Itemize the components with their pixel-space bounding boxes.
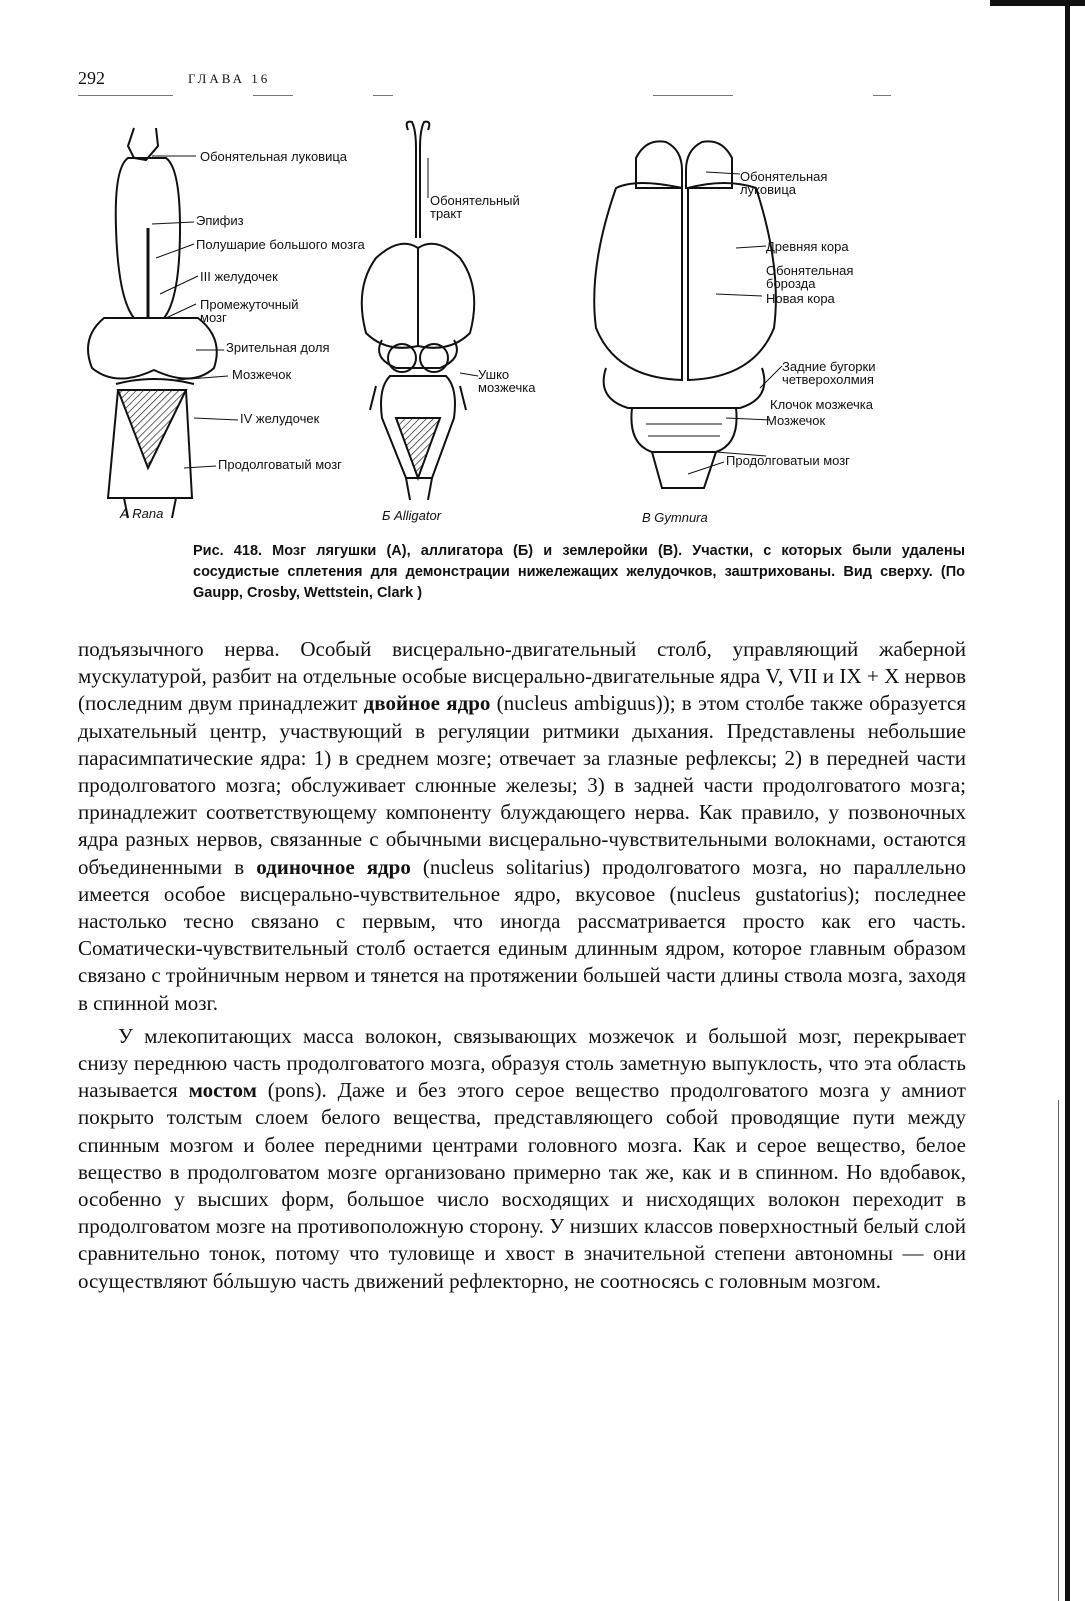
header-rule-4 <box>653 95 733 96</box>
panel-label-rana: А Rana <box>120 506 164 521</box>
body-text <box>78 636 966 1295</box>
paragraph-2-text-a: У млекопитающих масса волокон, связывающих мозжечок и большой мозг, перекрывает снизу переднюю часть продолговатого мозга, образуя столь заметную выпуклость, что эта область называется <box>78 1023 966 1103</box>
rana-brain-drawing <box>88 128 217 518</box>
label-medulla: Продолговатый мозг <box>218 457 342 472</box>
scan-edge-top <box>990 0 1085 6</box>
panel-label-alligator: Б Alligator <box>382 508 442 523</box>
term-nucleus-ambiguus: двойное ядро <box>363 691 491 716</box>
label-epiphysis: Эпифиз <box>196 213 244 228</box>
label-gym-medulla: Продолговатыи мозг <box>726 453 850 468</box>
paragraph-1-text-c: (nucleus solitarius) продолговатого мозга, но параллельно имеется особое висцерально-чувствительное ядро, вкусовое (nucleus gustatorius); последнее настолько тесно связано с первым, что иногда рассматривается просто как его часть. Соматически-чувствительный столб остается единым длинным ядром, которое главным образом связано с тройничным нервом и тянется на протяжении большей части длины ствола мозга, заходя в спинной мозг. <box>78 854 967 1015</box>
header-rule-2 <box>253 95 293 96</box>
label-olfactory-bulb: Обонятельная луковица <box>200 149 348 164</box>
page-header <box>78 68 898 98</box>
label-gym-olfactory-bulb: Обонятельная луковица <box>740 169 828 197</box>
figure-418 <box>76 118 926 538</box>
scan-edge-right <box>1065 0 1070 1601</box>
label-auricle: Ушко мозжечка <box>478 367 536 395</box>
paragraph-1-text-b: (nucleus ambiguus)); в этом столбе также образуется дыхательный центр, участвующий в регуляции ритмики дыхания. Представлены небольшие парасимпатические ядра: 1) в среднем мозге; отвечает за глазные рефлексы; 2) в передней части продолговатого мозга; обслуживает слюнные железы; 3) в задней части продолговатого мозга; принадлежит соответствующему компоненту блуждающего нерва. Как правило, у позвоночных ядра разных нервов, связанные с обычными висцерально-чувствительными волокнами, остаются объединенными в <box>78 691 967 879</box>
label-neocortex: Новая кора <box>766 291 835 306</box>
label-olfactory-tract: Обонятельный тракт <box>430 193 520 221</box>
label-optic-lobe: Зрительная доля <box>226 340 330 355</box>
label-paleocortex: Древняя кора <box>766 239 849 254</box>
paragraph-2-text-b: (pons). Даже и без этого серое вещество продолговатого мозга у амниот покрыто толстым слоем белого вещества, представляющего собой проводящие пути между спинным мозгом и более передними центрами головного мозга. Как и серое вещество, белое вещество в продолговатом мозге организовано примерно так же, как и в спинном. Но вдобавок, особенно у высших форм, большое число восходящих и нисходящих волокон переходит в продолговатом мозге на противоположную сторону. У низших классов поверхностный белый слой сравнительно тонок, потому что туловище и хвост в значительной степени автономны — они осуществляют бóльшую часть движений рефлекторно, не соотносясь с головным мозгом. <box>78 1078 966 1293</box>
label-posterior-colliculi: Задние бугорки четверохолмия <box>782 359 876 387</box>
header-rule-3 <box>373 95 393 96</box>
scan-edge-right-thin <box>1058 1100 1059 1601</box>
paragraph-2 <box>78 1023 966 1295</box>
label-gym-cerebellum: Мозжечок <box>766 413 826 428</box>
page-number: 292 <box>78 68 105 88</box>
label-fourth-ventricle: IV желудочек <box>240 411 320 426</box>
running-title: ГЛАВА 16 <box>188 71 271 86</box>
label-flocculus: Клочок мозжечка <box>770 397 874 412</box>
paragraph-1-text-a: подъязычного нерва. Особый висцерально-двигательный столб, управляющий жаберной мускулатурой, разбит на отдельные особые висцерально-двигательные ядра V, VII и IX + X нервов (последним двум принадлежит <box>78 637 966 716</box>
figure-caption: Рис. 418. Мозг лягушки (А), аллигатора (Б) и землеройки (В). Участки, с которых были удалены сосудистые сплетения для демонстрации нижележащих желудочков, заштрихованы. Вид сверху. (По Gaupp, Crosby, Wettstein, Clark ) <box>193 543 965 601</box>
label-hemisphere: Полушарие большого мозга <box>196 237 365 252</box>
panel-label-gymnura: В Gymnura <box>642 510 708 525</box>
label-olfactory-groove: Обонятельная борозда <box>766 263 854 291</box>
header-rule-1 <box>78 95 173 96</box>
alligator-brain-drawing <box>362 122 474 500</box>
term-pons: мостом <box>188 1078 257 1103</box>
header-rule-5 <box>873 95 891 96</box>
paragraph-1 <box>78 636 966 1017</box>
term-nucleus-solitarius: одиночное ядро <box>256 854 411 879</box>
label-diencephalon: Промежуточный мозг <box>200 297 299 325</box>
label-third-ventricle: III желудочек <box>200 269 278 284</box>
label-cerebellum: Мозжечок <box>232 367 292 382</box>
